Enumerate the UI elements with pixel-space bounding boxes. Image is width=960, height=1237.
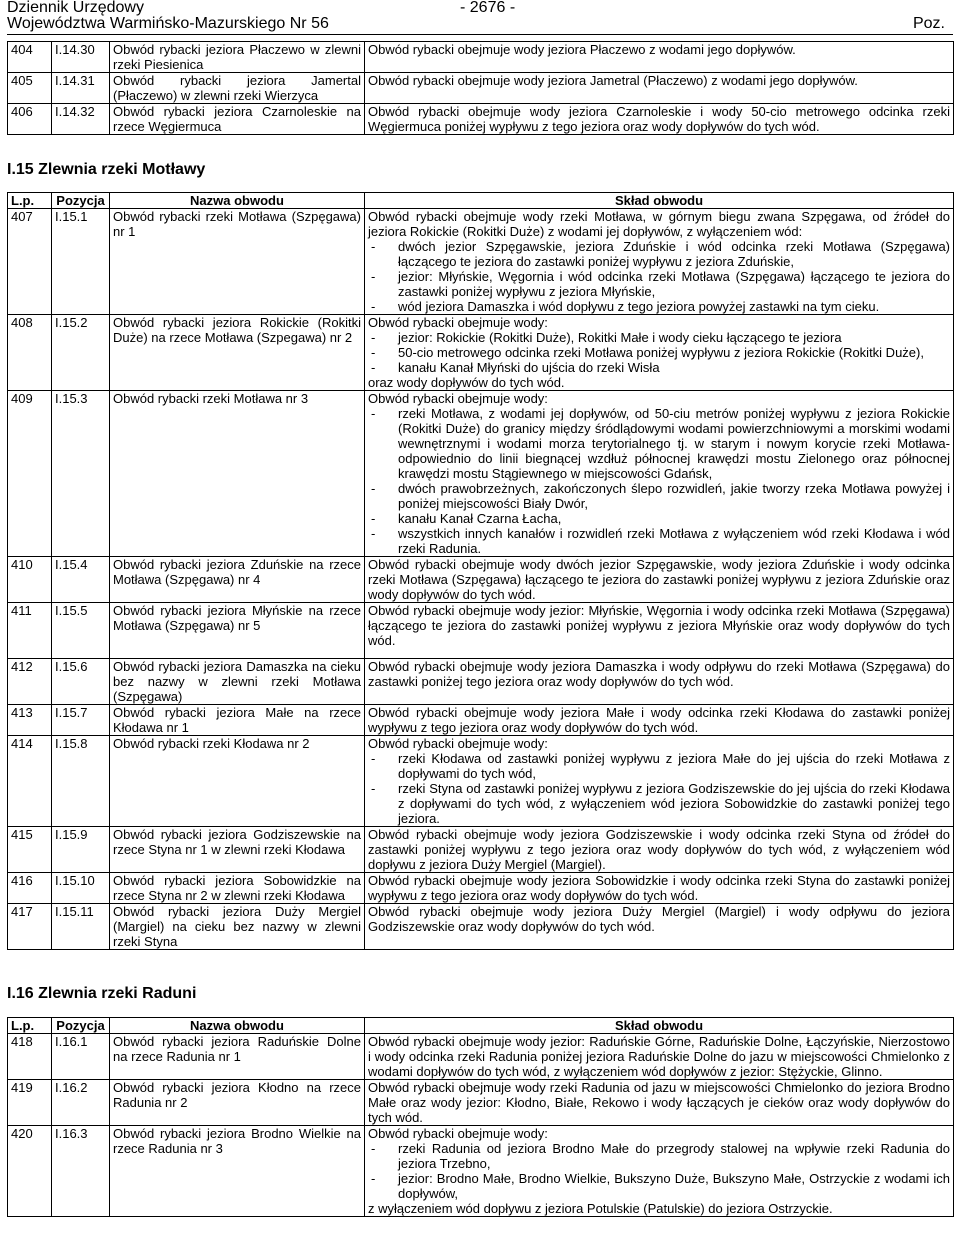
- table-row: [8, 1034, 954, 1080]
- district-name: Obwód rybacki jeziora Duży Mergiel (Margiel) na cieku bez nazwy w zlewni rzeki Styna: [110, 904, 365, 950]
- district-composition: [365, 1080, 954, 1126]
- district-name: Obwód rybacki jeziora Godziszewskie na rzece Styna nr 1 w zlewni rzeki Kłodawa: [110, 827, 365, 873]
- page-number: - 2676 -: [460, 0, 516, 16]
- composition-text: Obwód rybacki obejmuje wody jezior: Młyńskie, Węgornia i wody odcinka rzeki Motława (Szpęgawa) łączącego te jeziora do zastawki poniżej wypływu z jeziora Młyńskie oraz wody dopływów do tych wód.: [368, 603, 950, 648]
- composition-text: Obwód rybacki obejmuje wody jezior: Raduńskie Górne, Raduńskie Dolne, Łączyńskie, Nierzostowo i wody odcinka rzeki Radunia poniżej jeziora Raduńskie Dolne do jazu w miejscowości Chmielonko z wodami dopływów do tych wód, z wyłączeniem wód dopływów z jezior: Stężyckie, Glinno.: [368, 1034, 950, 1079]
- row-number: 414: [8, 736, 52, 827]
- district-composition: [365, 1126, 954, 1217]
- table-row: [8, 603, 954, 659]
- row-number: 404: [8, 42, 52, 73]
- section-title-radunia: I.16 Zlewnia rzeki Raduni: [7, 985, 197, 1002]
- row-number: 412: [8, 659, 52, 705]
- district-name: Obwód rybacki rzeki Motława nr 3: [110, 391, 365, 557]
- composition-intro: Obwód rybacki obejmuje wody rzeki Motława, w górnym biegu zwana Szpęgawa, od źródeł do jeziora Rokickie (Rokitki Duże) z wodami jej dopływów, z wyłączeniem wód:: [368, 209, 950, 239]
- district-name: Obwód rybacki jeziora Brodno Wielkie na rzece Radunia nr 3: [110, 1126, 365, 1217]
- composition-text: Obwód rybacki obejmuje wody jeziora Duży Mergiel (Margiel) i wody odpływu do jeziora Godziszewskie oraz wody dopływów do tych wód.: [368, 904, 950, 934]
- district-composition: [365, 315, 954, 391]
- composition-text: Obwód rybacki obejmuje wody jeziora Damaszka i wody odpływu do rzeki Motława (Szpęgawa) do zastawki poniżej tego jeziora oraz wody dopływów do tych wód.: [368, 659, 950, 689]
- table-row: [8, 557, 954, 603]
- composition-text: Obwód rybacki obejmuje wody jeziora Godziszewskie i wody odcinka rzeki Styna od źródeł do zastawki poniżej wypływu z tego jeziora oraz wody dopływów do tych wód, z wyłączeniem wód dopływu z jeziora Duży Mergiel (Margiel).: [368, 827, 950, 872]
- row-position-code: I.16.2: [52, 1080, 110, 1126]
- district-name: Obwód rybacki jeziora Zduńskie na rzece Motława (Szpęgawa) nr 4: [110, 557, 365, 603]
- composition-intro: Obwód rybacki obejmuje wody:: [368, 315, 548, 330]
- district-name: Obwód rybacki jeziora Sobowidzkie na rzece Styna nr 2 w zlewni rzeki Kłodawa: [110, 873, 365, 904]
- district-composition: [365, 603, 954, 659]
- row-position-code: I.15.8: [52, 736, 110, 827]
- table-row: [8, 104, 954, 135]
- composition-text: Obwód rybacki obejmuje wody jeziora Sobowidzkie i wody odcinka rzeki Styna do zastawki poniżej wypływu z tego jeziora oraz wody dopływów do tych wód.: [368, 873, 950, 903]
- row-number: 420: [8, 1126, 52, 1217]
- district-name: Obwód rybacki jeziora Małe na rzece Kłodawa nr 1: [110, 705, 365, 736]
- composition-item: - kanału Kanał Czarna Łacha,: [368, 511, 950, 526]
- district-composition: [365, 659, 954, 705]
- table-row: [8, 315, 954, 391]
- composition-list: [368, 751, 950, 826]
- row-number: 407: [8, 209, 52, 315]
- composition-text: Obwód rybacki obejmuje wody jeziora Jametral (Płaczewo) z wodami jego dopływów.: [368, 73, 858, 88]
- table-row: [8, 659, 954, 705]
- composition-item: - dwóch jezior Szpęgawskie, jeziora Zduńskie i wód odcinka rzeki Motława (Szpęgawa) łączącego te jeziora do zastawki poniżej wypływu z jeziora Zduńskie,: [368, 239, 950, 269]
- district-composition: [365, 209, 954, 315]
- column-header-name: Nazwa obwodu: [110, 193, 365, 209]
- district-composition: [365, 827, 954, 873]
- row-position-code: I.15.9: [52, 827, 110, 873]
- composition-text: Obwód rybacki obejmuje wody rzeki Radunia od jazu w miejscowości Chmielonko do jeziora Brodno Małe oraz wody jezior: Kłodno, Białe, Rekowo i wody łączących je cieków oraz wody dopływów do tych wód.: [368, 1080, 950, 1125]
- row-position-code: I.14.31: [52, 73, 110, 104]
- column-header-composition: Skład obwodu: [365, 193, 954, 209]
- row-number: 408: [8, 315, 52, 391]
- table-row: [8, 827, 954, 873]
- page-header: [7, 0, 953, 32]
- table-section-14-continued: [7, 41, 954, 135]
- row-position-code: I.15.4: [52, 557, 110, 603]
- column-header-composition: Skład obwodu: [365, 1018, 954, 1034]
- table-row: [8, 873, 954, 904]
- row-position-code: I.15.1: [52, 209, 110, 315]
- row-number: 419: [8, 1080, 52, 1126]
- district-name: Obwód rybacki jeziora Jamertal (Płaczewo) w zlewni rzeki Wierzyca: [110, 73, 365, 104]
- row-number: 406: [8, 104, 52, 135]
- composition-item: - jezior: Brodno Małe, Brodno Wielkie, Bukszyno Duże, Bukszyno Małe, Ostrzyckie z wodami ich dopływów,: [368, 1171, 950, 1201]
- row-number: 411: [8, 603, 52, 659]
- voivodeship-issue: Województwa Warmińsko-Mazurskiego Nr 56: [7, 15, 329, 32]
- table-row: [8, 904, 954, 950]
- column-header-lp: L.p.: [8, 193, 52, 209]
- table-row: [8, 73, 954, 104]
- row-number: 413: [8, 705, 52, 736]
- table-row: [8, 391, 954, 557]
- composition-text: Obwód rybacki obejmuje wody dwóch jezior Szpęgawskie, wody jeziora Zduńskie i wody odcinka rzeki Motława (Szpęgawa) łączącego te jeziora do zastawki poniżej wypływu z jeziora Zduńskie oraz wody dopływów do tych wód.: [368, 557, 950, 602]
- row-position-code: I.16.1: [52, 1034, 110, 1080]
- composition-list: [368, 406, 950, 556]
- column-header-position: Pozycja: [52, 193, 110, 209]
- composition-item: - 50-cio metrowego odcinka rzeki Motława poniżej wypływu z jeziora Rokickie (Rokitki Duże),: [368, 345, 950, 360]
- composition-text: Obwód rybacki obejmuje wody jeziora Płaczewo z wodami jego dopływów.: [368, 42, 796, 57]
- table-section-16: [7, 1017, 954, 1217]
- row-number: 409: [8, 391, 52, 557]
- row-position-code: I.15.5: [52, 603, 110, 659]
- composition-list: [368, 239, 950, 314]
- row-position-code: I.15.10: [52, 873, 110, 904]
- row-number: 415: [8, 827, 52, 873]
- row-number: 417: [8, 904, 52, 950]
- section-title-motlawa: I.15 Zlewnia rzeki Motławy: [7, 161, 206, 178]
- district-name: Obwód rybacki jeziora Płaczewo w zlewni rzeki Piesienica: [110, 42, 365, 73]
- district-composition: [365, 391, 954, 557]
- composition-text: Obwód rybacki obejmuje wody jeziora Małe i wody odcinka rzeki Kłodawa do zastawki poniżej wypływu z tego jeziora oraz wody dopływów do tych wód.: [368, 705, 950, 735]
- column-header-name: Nazwa obwodu: [110, 1018, 365, 1034]
- composition-item: - rzeki Motława, z wodami jej dopływów, od 50-ciu metrów poniżej wypływu z jeziora Rokickie (Rokitki Duże) do granicy między śródlądowymi wodami powierzchniowymi a morskimi wodami wewnętrznymi i wodami morza terytorialnego tj. w starym i nowym korycie rzeki Motława-odpowiednio do linii biegnącej wzdłuż północnej krawędzi mostu Zielonego oraz północnej krawędzi mostu Stągiewnego w miejscowości Gdańsk,: [368, 406, 950, 481]
- district-name: Obwód rybacki jeziora Rokickie (Rokitki Duże) na rzece Motława (Szpegawa) nr 2: [110, 315, 365, 391]
- table-row: [8, 209, 954, 315]
- row-position-code: I.15.7: [52, 705, 110, 736]
- composition-list: [368, 330, 950, 375]
- composition-outro: oraz wody dopływów do tych wód.: [368, 375, 565, 390]
- row-number: 418: [8, 1034, 52, 1080]
- district-name: Obwód rybacki jeziora Młyńskie na rzece Motława (Szpęgawa) nr 5: [110, 603, 365, 659]
- row-position-code: I.15.6: [52, 659, 110, 705]
- journal-title: Dziennik Urzędowy: [7, 0, 144, 16]
- table-row: [8, 736, 954, 827]
- composition-text: Obwód rybacki obejmuje wody jeziora Czarnoleskie i wody 50-cio metrowego odcinka rzeki Węgiermuca poniżej wypływu z tego jeziora oraz wody dopływów do tych wód.: [368, 104, 950, 134]
- district-composition: [365, 904, 954, 950]
- column-header-lp: L.p.: [8, 1018, 52, 1034]
- district-name: Obwód rybacki rzeki Kłodawa nr 2: [110, 736, 365, 827]
- district-name: Obwód rybacki jeziora Kłodno na rzece Radunia nr 2: [110, 1080, 365, 1126]
- composition-item: - jezior: Rokickie (Rokitki Duże), Rokitki Małe i wody cieku łączącego te jeziora: [368, 330, 950, 345]
- row-position-code: I.15.11: [52, 904, 110, 950]
- row-position-code: I.16.3: [52, 1126, 110, 1217]
- composition-item: - wód jeziora Damaszka i wód dopływu z tego jeziora powyżej zastawki na tym cieku.: [368, 299, 950, 314]
- header-rule: [7, 34, 953, 35]
- composition-outro: z wyłączeniem wód dopływu z jeziora Potulskie (Patulskie) do jeziora Ostrzyckie.: [368, 1201, 833, 1216]
- composition-item: - kanału Kanał Młyński do ujścia do rzeki Wisła: [368, 360, 950, 375]
- table-row: [8, 705, 954, 736]
- row-position-code: I.14.32: [52, 104, 110, 135]
- district-composition: [365, 104, 954, 135]
- table-header-row: [8, 193, 954, 209]
- row-position-code: I.15.2: [52, 315, 110, 391]
- district-name: Obwód rybacki jeziora Czarnoleskie na rzece Węgiermuca: [110, 104, 365, 135]
- district-composition: [365, 557, 954, 603]
- composition-item: - jezior: Młyńskie, Węgornia i wód odcinka rzeki Motława (Szpęgawa) łączącego te jeziora do zastawki poniżej wypływu z jeziora Młyńskie,: [368, 269, 950, 299]
- table-section-15: [7, 192, 954, 950]
- composition-item: - rzeki Radunia od jeziora Brodno Małe do przegrody stalowej na wpływie rzeki Radunia do jeziora Trzebno,: [368, 1141, 950, 1171]
- table-row: [8, 1126, 954, 1217]
- composition-item: - rzeki Kłodawa od zastawki poniżej wypływu z jeziora Małe do jej ujścia do rzeki Motława z dopływami do tych wód,: [368, 751, 950, 781]
- column-header-position: Pozycja: [52, 1018, 110, 1034]
- district-composition: [365, 1034, 954, 1080]
- district-name: Obwód rybacki rzeki Motława (Szpęgawa) nr 1: [110, 209, 365, 315]
- district-composition: [365, 42, 954, 73]
- row-number: 410: [8, 557, 52, 603]
- composition-intro: Obwód rybacki obejmuje wody:: [368, 391, 548, 406]
- district-composition: [365, 736, 954, 827]
- composition-intro: Obwód rybacki obejmuje wody:: [368, 1126, 548, 1141]
- composition-intro: Obwód rybacki obejmuje wody:: [368, 736, 548, 751]
- composition-item: - wszystkich innych kanałów i rozwidleń rzeki Motława z wyłączeniem wód rzeki Kłodawa i wód rzeki Radunia.: [368, 526, 950, 556]
- composition-list: [368, 1141, 950, 1201]
- table-row: [8, 1080, 954, 1126]
- table-header-row: [8, 1018, 954, 1034]
- table-row: [8, 42, 954, 73]
- district-composition: [365, 705, 954, 736]
- row-number: 405: [8, 73, 52, 104]
- district-composition: [365, 73, 954, 104]
- district-name: Obwód rybacki jeziora Damaszka na cieku bez nazwy w zlewni rzeki Motława (Szpęgawa): [110, 659, 365, 705]
- row-position-code: I.15.3: [52, 391, 110, 557]
- composition-item: - dwóch prawobrzeżnych, zakończonych ślepo rozwidleń, jakie tworzy rzeka Motława powyżej i poniżej miejscowości Biały Dwór,: [368, 481, 950, 511]
- row-number: 416: [8, 873, 52, 904]
- composition-item: - rzeki Styna od zastawki poniżej wypływu z jeziora Godziszewskie do jej ujścia do rzeki Kłodawa z dopływami do tych wód, z wyłączeniem wód jeziora Sobowidzkie do zastawki poniżej tego jeziora.: [368, 781, 950, 826]
- position-label: Poz.: [912, 15, 945, 32]
- row-position-code: I.14.30: [52, 42, 110, 73]
- district-composition: [365, 873, 954, 904]
- district-name: Obwód rybacki jeziora Raduńskie Dolne na rzece Radunia nr 1: [110, 1034, 365, 1080]
